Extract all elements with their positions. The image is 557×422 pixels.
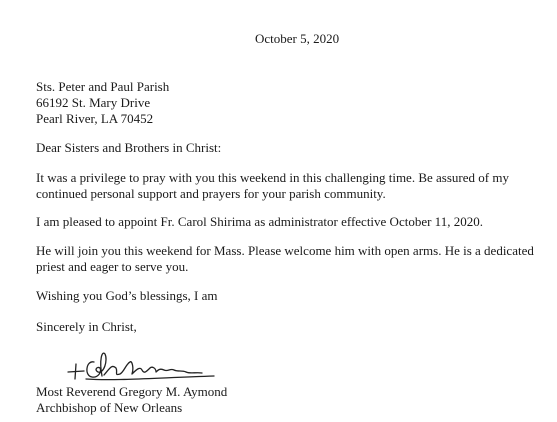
handwritten-signature [64,346,224,384]
recipient-line-1: Sts. Peter and Paul Parish [36,79,170,94]
signer-block [36,384,227,416]
closing-line: Sincerely in Christ, [36,319,137,334]
signer-title: Archbishop of New Orleans [36,400,183,415]
signer-name: Most Reverend Gregory M. Aymond [36,384,228,399]
paragraph-line: He will join you this weekend for Mass. Please welcome him with open arms. He is a dedicated [36,243,534,258]
paragraph-welcome [36,243,536,275]
paragraph-line: continued personal support and prayers for your parish community. [36,186,386,201]
paragraph-line: I am pleased to appoint Fr. Carol Shirima as administrator effective October 11, 2020. [36,214,483,229]
salutation: Dear Sisters and Brothers in Christ: [36,140,222,155]
paragraph-line: Wishing you God’s blessings, I am [36,288,218,303]
letter-date: October 5, 2020 [255,31,340,46]
paragraph-blessings [36,288,536,304]
recipient-address [36,79,169,127]
paragraph-line: It was a privilege to pray with you this weekend in this challenging time. Be assured of my [36,170,509,185]
paragraph-line: priest and eager to serve you. [36,259,189,274]
recipient-line-3: Pearl River, LA 70452 [36,111,154,126]
paragraph-prayer [36,170,536,202]
paragraph-appointment [36,214,536,230]
recipient-line-2: 66192 St. Mary Drive [36,95,151,110]
